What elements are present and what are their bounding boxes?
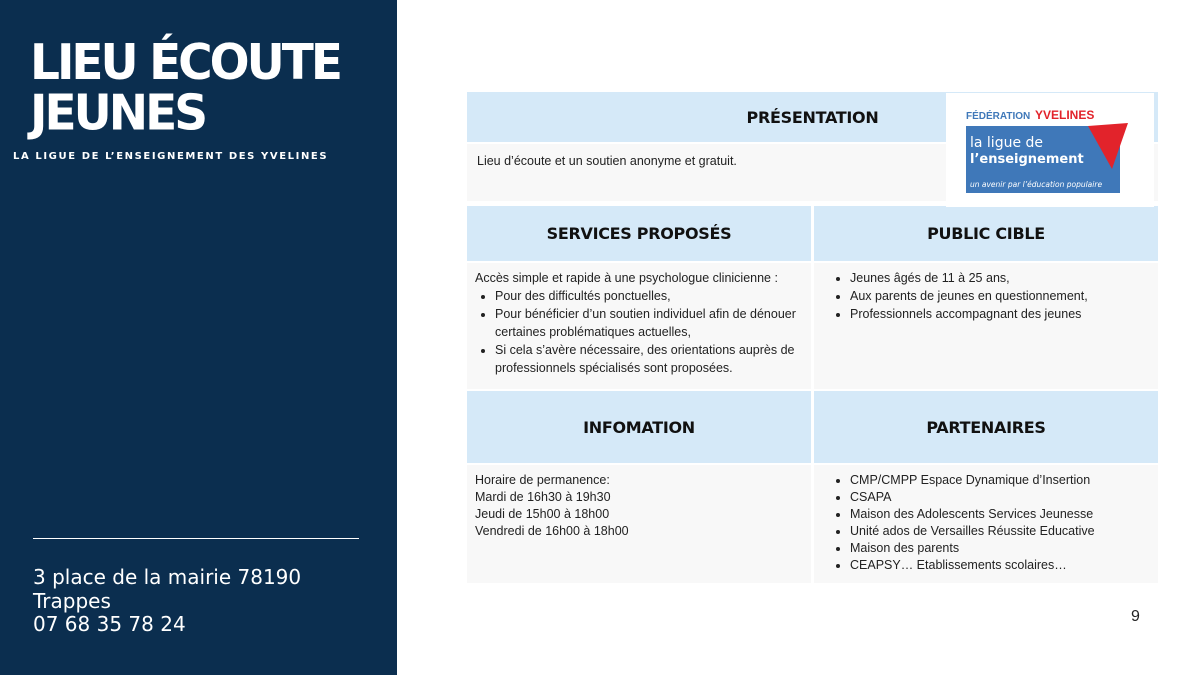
partners-header-label: PARTENAIRES bbox=[926, 417, 1046, 437]
list-item: • CSAPA bbox=[850, 489, 1150, 506]
public-header-label: PUBLIC CIBLE bbox=[927, 224, 1045, 243]
list-item: • Aux parents de jeunes en questionnement, bbox=[850, 287, 1150, 305]
sidebar-divider bbox=[33, 538, 359, 539]
partners-body bbox=[814, 465, 1158, 583]
list-item: • Unité ados de Versailles Réussite Educative bbox=[850, 523, 1150, 540]
title-line-1: LIEU ÉCOUTE bbox=[30, 33, 340, 92]
information-body bbox=[467, 465, 811, 583]
information-header-label: INFOMATION bbox=[583, 417, 695, 437]
partners-list bbox=[822, 472, 1150, 574]
logo-tagline: un avenir par l’éducation populaire bbox=[970, 180, 1103, 189]
list-item: • Maison des Adolescents Services Jeunesse bbox=[850, 506, 1150, 523]
services-list bbox=[475, 287, 803, 377]
address-line-1: 3 place de la mairie 78190 bbox=[33, 565, 302, 589]
title-line-2: JEUNES bbox=[30, 84, 206, 142]
presentation-header-label: PRÉSENTATION bbox=[746, 107, 879, 127]
contact-info bbox=[33, 566, 301, 637]
logo-line-1: la ligue de bbox=[970, 135, 1044, 151]
schedule-thursday: Jeudi de 15h00 à 18h00 bbox=[475, 507, 610, 521]
information-header bbox=[467, 391, 811, 463]
services-header-label: SERVICES PROPOSÉS bbox=[546, 224, 732, 243]
services-header bbox=[467, 206, 811, 261]
schedule-tuesday: Mardi de 16h30 à 19h30 bbox=[475, 490, 611, 504]
list-item: • CMP/CMPP Espace Dynamique d’Insertion bbox=[850, 472, 1150, 489]
list-item: • Pour bénéficier d’un soutien individuel afin de dénouer certaines problématiques actuelles, bbox=[495, 305, 803, 341]
public-header bbox=[814, 206, 1158, 261]
logo-line-2: l’enseignement bbox=[970, 152, 1084, 167]
list-item: • Jeunes âgés de 11 à 25 ans, bbox=[850, 269, 1150, 287]
logo-graphic bbox=[946, 93, 1154, 207]
list-item: • Professionnels accompagnant des jeunes bbox=[850, 305, 1150, 323]
ligue-enseignement-logo bbox=[946, 93, 1154, 207]
services-intro: Accès simple et rapide à une psychologue clinicienne : bbox=[475, 271, 778, 285]
list-item: • Maison des parents bbox=[850, 540, 1150, 557]
presentation-text: Lieu d’écoute et un soutien anonyme et gratuit. bbox=[477, 154, 737, 168]
list-item: • Si cela s’avère nécessaire, des orientations auprès de professionnels spécialisés sont proposées. bbox=[495, 341, 803, 377]
public-list bbox=[822, 269, 1150, 323]
public-body bbox=[814, 263, 1158, 389]
page-title bbox=[30, 33, 370, 142]
list-item: • Pour des difficultés ponctuelles, bbox=[495, 287, 803, 305]
page-number: 9 bbox=[1131, 608, 1140, 625]
schedule-friday: Vendredi de 16h00 à 18h00 bbox=[475, 524, 629, 538]
phone-number: 07 68 35 78 24 bbox=[33, 612, 186, 636]
organization-subtitle: LA LIGUE DE L’ENSEIGNEMENT DES YVELINES bbox=[13, 151, 329, 162]
address-line-2: Trappes bbox=[33, 588, 111, 613]
list-item: • CEAPSY… Etablissements scolaires… bbox=[850, 557, 1150, 574]
sidebar-panel bbox=[0, 0, 397, 675]
partners-header bbox=[814, 391, 1158, 463]
schedule-heading: Horaire de permanence: bbox=[475, 473, 610, 487]
logo-federation-text: FÉDÉRATION bbox=[966, 111, 1031, 122]
services-body bbox=[467, 263, 811, 389]
logo-region-text: YVELINES bbox=[1035, 108, 1095, 122]
